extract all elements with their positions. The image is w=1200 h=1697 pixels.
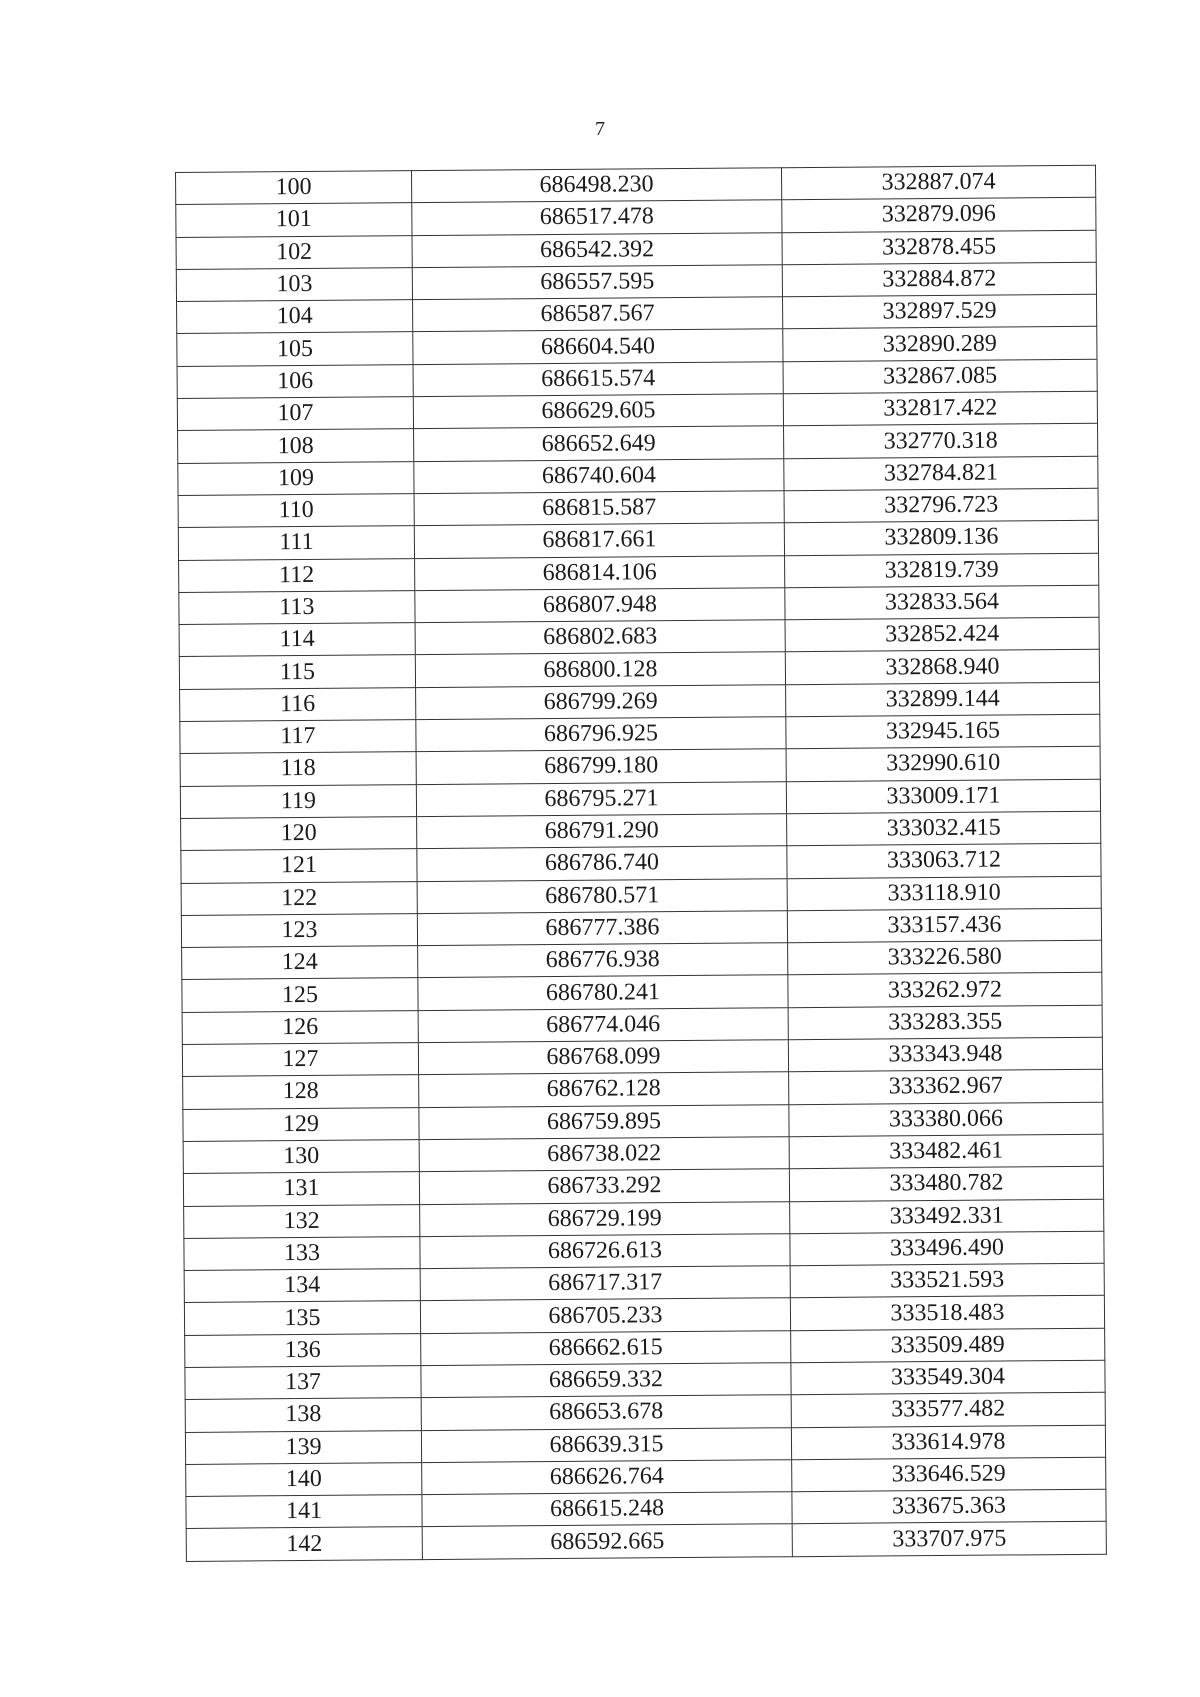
point-number-cell: 131	[183, 1172, 419, 1206]
y-coordinate-cell: 332868.940	[785, 650, 1099, 685]
point-number-cell: 101	[176, 203, 412, 237]
x-coordinate-cell: 686615.574	[413, 362, 783, 397]
x-coordinate-cell: 686795.271	[416, 781, 786, 816]
x-coordinate-cell: 686799.180	[416, 749, 786, 784]
x-coordinate-cell: 686796.925	[416, 717, 786, 752]
y-coordinate-cell: 332897.529	[782, 294, 1096, 329]
x-coordinate-cell: 686653.678	[421, 1395, 791, 1430]
point-number-cell: 133	[184, 1236, 420, 1270]
x-coordinate-cell: 686800.128	[415, 652, 785, 687]
point-number-cell: 117	[180, 720, 416, 754]
point-number-cell: 111	[178, 526, 414, 560]
y-coordinate-cell: 333262.972	[788, 973, 1102, 1008]
point-number-cell: 108	[178, 429, 414, 463]
point-number-cell: 127	[182, 1043, 418, 1077]
point-number-cell: 115	[179, 655, 415, 689]
y-coordinate-cell: 332819.739	[785, 553, 1099, 588]
x-coordinate-cell: 686740.604	[414, 458, 784, 493]
x-coordinate-cell: 686517.478	[412, 200, 782, 235]
x-coordinate-cell: 686639.315	[421, 1427, 791, 1462]
point-number-cell: 102	[176, 235, 412, 269]
y-coordinate-cell: 332809.136	[784, 521, 1098, 556]
x-coordinate-cell: 686729.199	[420, 1201, 790, 1236]
x-coordinate-cell: 686738.022	[419, 1137, 789, 1172]
x-coordinate-cell: 686802.683	[415, 620, 785, 655]
y-coordinate-cell: 332990.610	[786, 747, 1100, 782]
y-coordinate-cell: 333009.171	[786, 779, 1100, 814]
point-number-cell: 134	[184, 1269, 420, 1303]
y-coordinate-cell: 332852.424	[785, 617, 1099, 652]
point-number-cell: 132	[184, 1204, 420, 1238]
y-coordinate-cell: 333362.967	[789, 1070, 1103, 1105]
y-coordinate-cell: 333521.593	[790, 1263, 1104, 1298]
x-coordinate-cell: 686652.649	[414, 426, 784, 461]
point-number-cell: 100	[176, 171, 412, 205]
x-coordinate-cell: 686777.386	[417, 911, 787, 946]
x-coordinate-cell: 686604.540	[413, 329, 783, 364]
point-number-cell: 141	[186, 1495, 422, 1529]
y-coordinate-cell: 333032.415	[787, 811, 1101, 846]
x-coordinate-cell: 686733.292	[419, 1169, 789, 1204]
y-coordinate-cell: 332890.289	[783, 327, 1097, 362]
x-coordinate-cell: 686659.332	[421, 1363, 791, 1398]
y-coordinate-cell: 333343.948	[788, 1037, 1102, 1072]
y-coordinate-cell: 332833.564	[785, 585, 1099, 620]
table-row	[186, 1522, 1106, 1562]
y-coordinate-cell: 333614.978	[791, 1425, 1105, 1460]
point-number-cell: 110	[178, 494, 414, 528]
x-coordinate-cell: 686592.665	[422, 1524, 792, 1559]
x-coordinate-cell: 686791.290	[417, 814, 787, 849]
x-coordinate-cell: 686498.230	[411, 168, 781, 203]
y-coordinate-cell: 333492.331	[790, 1199, 1104, 1234]
x-coordinate-cell: 686626.764	[422, 1460, 792, 1495]
point-number-cell: 109	[178, 461, 414, 495]
x-coordinate-cell: 686774.046	[418, 1007, 788, 1042]
point-number-cell: 119	[180, 784, 416, 818]
x-coordinate-cell: 686814.106	[415, 555, 785, 590]
y-coordinate-cell: 332879.096	[782, 198, 1096, 233]
y-coordinate-cell: 333063.712	[787, 843, 1101, 878]
y-coordinate-cell: 332878.455	[782, 230, 1096, 265]
point-number-cell: 130	[183, 1140, 419, 1174]
point-number-cell: 104	[177, 300, 413, 334]
y-coordinate-cell: 333646.529	[792, 1457, 1106, 1492]
y-coordinate-cell: 333675.363	[792, 1489, 1106, 1524]
point-number-cell: 118	[180, 752, 416, 786]
page-number: 7	[595, 118, 605, 140]
x-coordinate-cell: 686786.740	[417, 846, 787, 881]
coordinate-table	[175, 165, 1107, 1562]
point-number-cell: 103	[176, 268, 412, 302]
x-coordinate-cell: 686799.269	[416, 684, 786, 719]
point-number-cell: 137	[185, 1366, 421, 1400]
point-number-cell: 112	[179, 558, 415, 592]
y-coordinate-cell: 333157.436	[787, 908, 1101, 943]
y-coordinate-cell: 333509.489	[791, 1328, 1105, 1363]
x-coordinate-cell: 686662.615	[421, 1330, 791, 1365]
y-coordinate-cell: 333283.355	[788, 1005, 1102, 1040]
y-coordinate-cell: 333577.482	[791, 1393, 1105, 1428]
coordinate-table-body	[176, 165, 1107, 1561]
x-coordinate-cell: 686815.587	[414, 491, 784, 526]
point-number-cell: 106	[177, 364, 413, 398]
point-number-cell: 121	[181, 849, 417, 883]
point-number-cell: 128	[183, 1075, 419, 1109]
y-coordinate-cell: 333496.490	[790, 1231, 1104, 1266]
x-coordinate-cell: 686587.567	[413, 297, 783, 332]
y-coordinate-cell: 332899.144	[786, 682, 1100, 717]
point-number-cell: 139	[185, 1430, 421, 1464]
point-number-cell: 122	[181, 881, 417, 915]
point-number-cell: 140	[186, 1462, 422, 1496]
y-coordinate-cell: 333226.580	[788, 940, 1102, 975]
x-coordinate-cell: 686726.613	[420, 1234, 790, 1269]
y-coordinate-cell: 332770.318	[784, 424, 1098, 459]
x-coordinate-cell: 686759.895	[419, 1104, 789, 1139]
y-coordinate-cell: 332784.821	[784, 456, 1098, 491]
y-coordinate-cell: 333118.910	[787, 876, 1101, 911]
coordinate-table-wrapper	[175, 165, 1106, 1562]
point-number-cell: 142	[186, 1527, 422, 1561]
point-number-cell: 136	[185, 1333, 421, 1367]
x-coordinate-cell: 686780.241	[418, 975, 788, 1010]
y-coordinate-cell: 332884.872	[782, 262, 1096, 297]
point-number-cell: 105	[177, 332, 413, 366]
x-coordinate-cell: 686542.392	[412, 232, 782, 267]
y-coordinate-cell: 332945.165	[786, 714, 1100, 749]
x-coordinate-cell: 686776.938	[418, 943, 788, 978]
point-number-cell: 135	[184, 1301, 420, 1335]
x-coordinate-cell: 686557.595	[412, 265, 782, 300]
x-coordinate-cell: 686705.233	[420, 1298, 790, 1333]
point-number-cell: 113	[179, 590, 415, 624]
y-coordinate-cell: 332887.074	[781, 165, 1095, 200]
x-coordinate-cell: 686762.128	[419, 1072, 789, 1107]
y-coordinate-cell: 332796.723	[784, 488, 1098, 523]
point-number-cell: 116	[180, 687, 416, 721]
point-number-cell: 129	[183, 1107, 419, 1141]
point-number-cell: 124	[182, 946, 418, 980]
point-number-cell: 107	[177, 397, 413, 431]
x-coordinate-cell: 686768.099	[418, 1040, 788, 1075]
point-number-cell: 138	[185, 1398, 421, 1432]
y-coordinate-cell: 333518.483	[790, 1296, 1104, 1331]
y-coordinate-cell: 333707.975	[792, 1522, 1106, 1557]
x-coordinate-cell: 686615.248	[422, 1492, 792, 1527]
point-number-cell: 114	[179, 623, 415, 657]
point-number-cell: 120	[181, 817, 417, 851]
x-coordinate-cell: 686629.605	[413, 394, 783, 429]
y-coordinate-cell: 333549.304	[791, 1360, 1105, 1395]
point-number-cell: 125	[182, 978, 418, 1012]
x-coordinate-cell: 686817.661	[414, 523, 784, 558]
y-coordinate-cell: 333482.461	[789, 1134, 1103, 1169]
x-coordinate-cell: 686780.571	[417, 878, 787, 913]
y-coordinate-cell: 333480.782	[789, 1166, 1103, 1201]
y-coordinate-cell: 333380.066	[789, 1102, 1103, 1137]
y-coordinate-cell: 332817.422	[783, 391, 1097, 426]
x-coordinate-cell: 686807.948	[415, 588, 785, 623]
point-number-cell: 126	[182, 1010, 418, 1044]
y-coordinate-cell: 332867.085	[783, 359, 1097, 394]
x-coordinate-cell: 686717.317	[420, 1266, 790, 1301]
point-number-cell: 123	[181, 913, 417, 947]
